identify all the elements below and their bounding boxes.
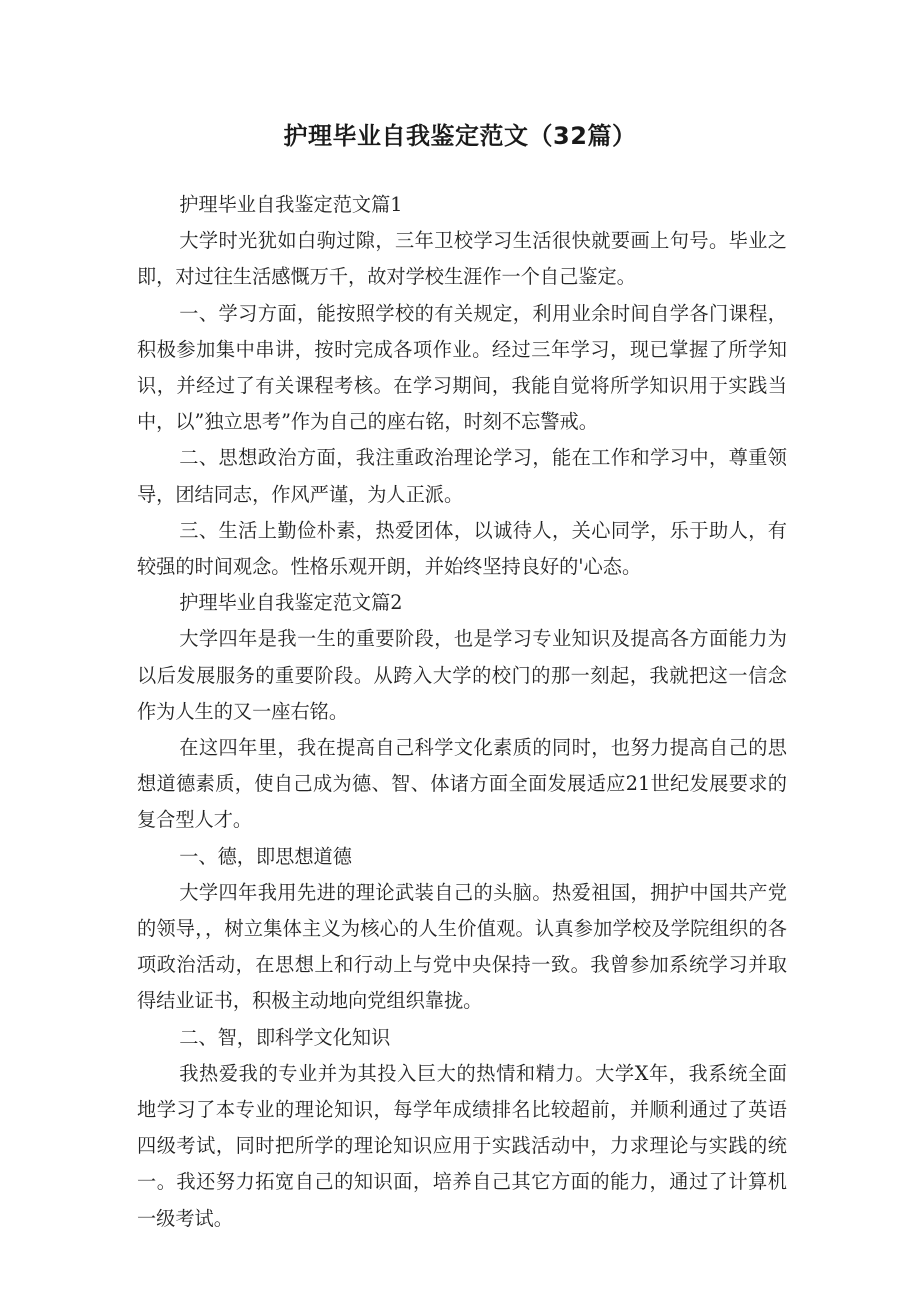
paragraph: 一、学习方面，能按照学校的有关规定，利用业余时间自学各门课程，积极参加集中串讲，按时完成各项作业。经过三年学习，现已掌握了所学知识，并经过了有关课程考核。在学习期间，我能自觉将所学知识用于实践当中，以”独立思考”作为自己的座右铭，时刻不忘警戒。: [137, 301, 787, 434]
paragraph: 我热爱我的专业并为其投入巨大的热情和精力。大学X年，我系统全面地学习了本专业的理论知识，每学年成绩排名比较超前，并顺利通过了英语四级考试，同时把所学的理论知识应用于实践活动中，力求理论与实践的统一。我还努力拓宽自己的知识面，培养自己其它方面的能力，通过了计算机一级考试。: [137, 1061, 787, 1230]
document-title: 护理毕业自我鉴定范文（32篇）: [283, 122, 637, 150]
paragraph: 三、生活上勤俭朴素，热爱团体，以诚待人，关心同学，乐于助人，有较强的时间观念。性格乐观开朗，并始终坚持良好的'心态。: [137, 518, 787, 579]
subsection-heading: 二、智，即科学文化知识: [179, 1025, 391, 1049]
section-heading: 护理毕业自我鉴定范文篇1: [179, 193, 403, 216]
document-body: [137, 187, 787, 1237]
paragraph: 大学四年我用先进的理论武装自己的头脑。热爱祖国，拥护中国共产党的领导，，树立集体主义为核心的人生价值观。认真参加学校及学院组织的各项政治活动，在思想上和行动上与党中央保持一致。我曾参加系统学习并取得结业证书，积极主动地向党组织靠拢。: [137, 880, 787, 1013]
paragraph: 在这四年里，我在提高自己科学文化素质的同时，也努力提高自己的思想道德素质，使自己成为德、智、体诸方面全面发展适应21世纪发展要求的复合型人才。: [137, 736, 787, 832]
paragraph: 二、思想政治方面，我注重政治理论学习，能在工作和学习中，尊重领导，团结同志，作风严谨，为人正派。: [137, 446, 787, 506]
section-heading: 护理毕业自我鉴定范文篇2: [179, 591, 403, 615]
paragraph: 大学时光犹如白驹过隙，三年卫校学习生活很快就要画上句号。毕业之即，对过往生活感慨万千，故对学校生涯作一个自己鉴定。: [137, 229, 787, 289]
subsection-heading: 一、德，即思想道德: [179, 844, 352, 868]
paragraph: 大学四年是我一生的重要阶段，也是学习专业知识及提高各方面能力为以后发展服务的重要阶段。从跨入大学的校门的那一刻起，我就把这一信念作为人生的又一座右铭。: [137, 627, 787, 723]
